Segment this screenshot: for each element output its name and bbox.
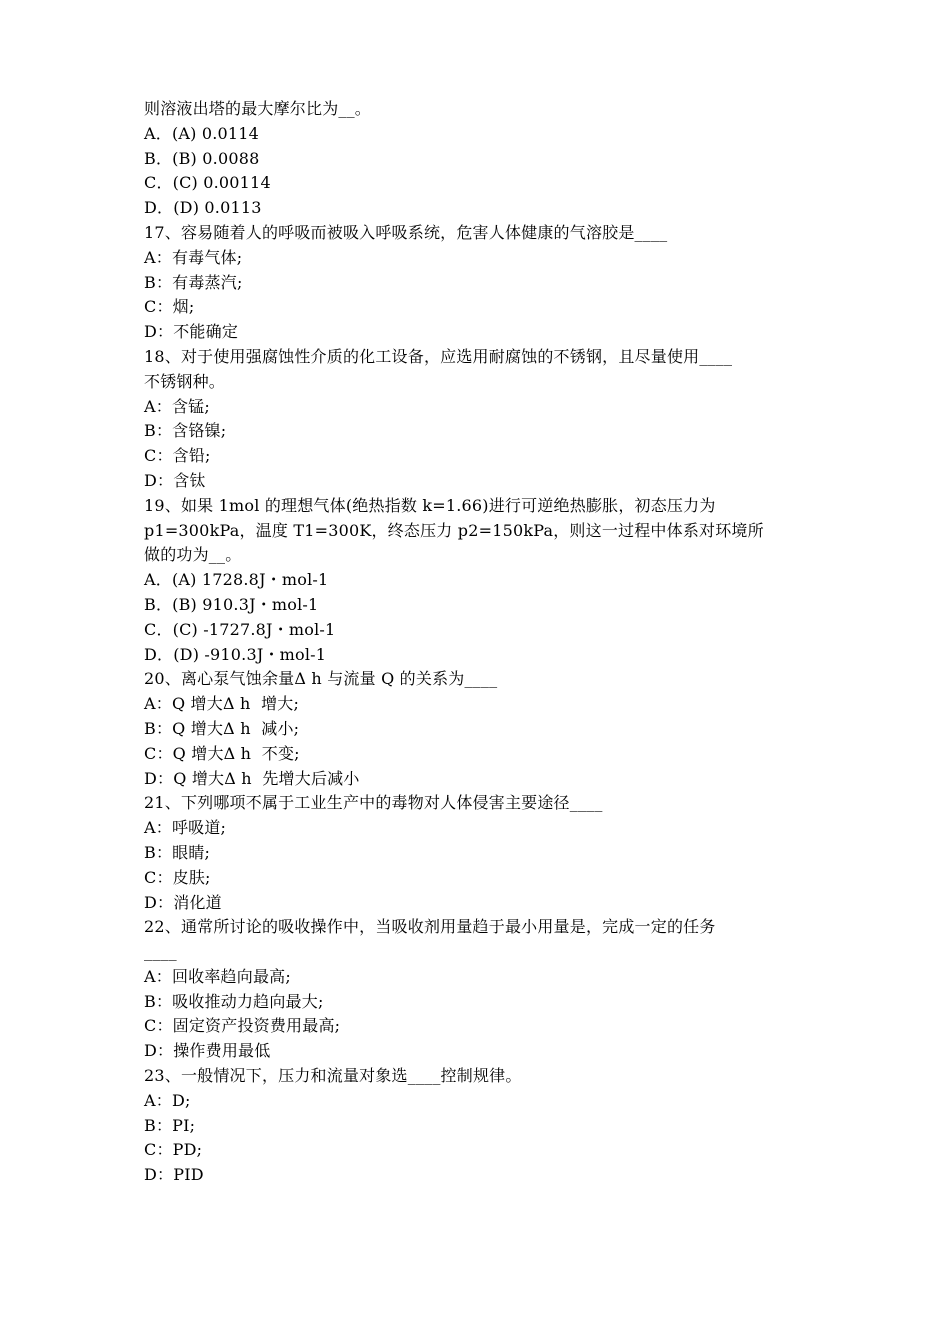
option-d: D．(D) -910.3J・mol-1 [144,644,327,664]
option-b: B：PI; [144,1115,196,1135]
option-d: D．(D) 0.0113 [144,198,262,218]
option-a: A．(A) 1728.8J・mol-1 [144,570,329,590]
option-c: C．(C) 0.00114 [144,173,271,193]
question-18-continued: 不锈钢种。 [144,371,226,391]
option-d: D：操作费用最低 [144,1041,271,1061]
option-a: A：呼吸道; [144,818,227,838]
option-d: D：消化道 [144,892,222,912]
question-22: 22、通常所讨论的吸收操作中，当吸收剂用量趋于最小用量是，完成一定的任务 [144,917,716,937]
option-d: D：PID [144,1165,204,1185]
question-19-continued: p1=300kPa，温度 T1=300K，终态压力 p2=150kPa，则这一过程中体系对环境所 [144,520,764,540]
option-b: B：Q 增大Δ h 减小; [144,718,300,738]
option-a: A：D; [144,1090,191,1110]
option-b: B．(B) 910.3J・mol-1 [144,594,319,614]
option-a: A：含锰; [144,396,210,416]
option-c: C：烟; [144,297,195,317]
question-17: 17、容易随着人的呼吸而被吸入呼吸系统，危害人体健康的气溶胶是____ [144,222,668,242]
option-b: B：含铬镍; [144,421,227,441]
question-22-continued: ____ [144,942,177,962]
option-b: B．(B) 0.0088 [144,148,260,168]
option-d: D：Q 增大Δ h 先增大后减小 [144,768,360,788]
document-body [144,97,809,1188]
option-b: B：有毒蒸汽; [144,272,243,292]
text-line: 则溶液出塔的最大摩尔比为__。 [144,99,372,118]
option-a: A．(A) 0.0114 [144,123,260,143]
question-19: 19、如果 1mol 的理想气体(绝热指数 k=1.66)进行可逆绝热膨胀，初态压力为 [144,495,716,515]
option-b: B：吸收推动力趋向最大; [144,991,324,1011]
option-b: B：眼睛; [144,842,211,862]
option-c: C：含铅; [144,446,211,466]
option-c: C：固定资产投资费用最高; [144,1016,341,1036]
option-c: C．(C) -1727.8J・mol-1 [144,619,336,639]
option-a: A：回收率趋向最高; [144,966,291,986]
option-a: A：Q 增大Δ h 增大; [144,694,300,714]
option-c: C：皮肤; [144,867,211,887]
question-20: 20、离心泵气蚀余量Δ h 与流量 Q 的关系为____ [144,669,498,689]
question-21: 21、下列哪项不属于工业生产中的毒物对人体侵害主要途径____ [144,793,603,813]
question-19-continued: 做的功为__。 [144,545,242,565]
option-a: A：有毒气体; [144,247,243,267]
question-18: 18、对于使用强腐蚀性介质的化工设备，应选用耐腐蚀的不锈钢，且尽量使用____ [144,346,733,366]
option-d: D：含钛 [144,470,206,490]
option-d: D：不能确定 [144,322,239,342]
option-c: C：PD; [144,1140,203,1160]
question-23: 23、一般情况下，压力和流量对象选____控制规律。 [144,1066,522,1086]
option-c: C：Q 增大Δ h 不变; [144,743,300,763]
